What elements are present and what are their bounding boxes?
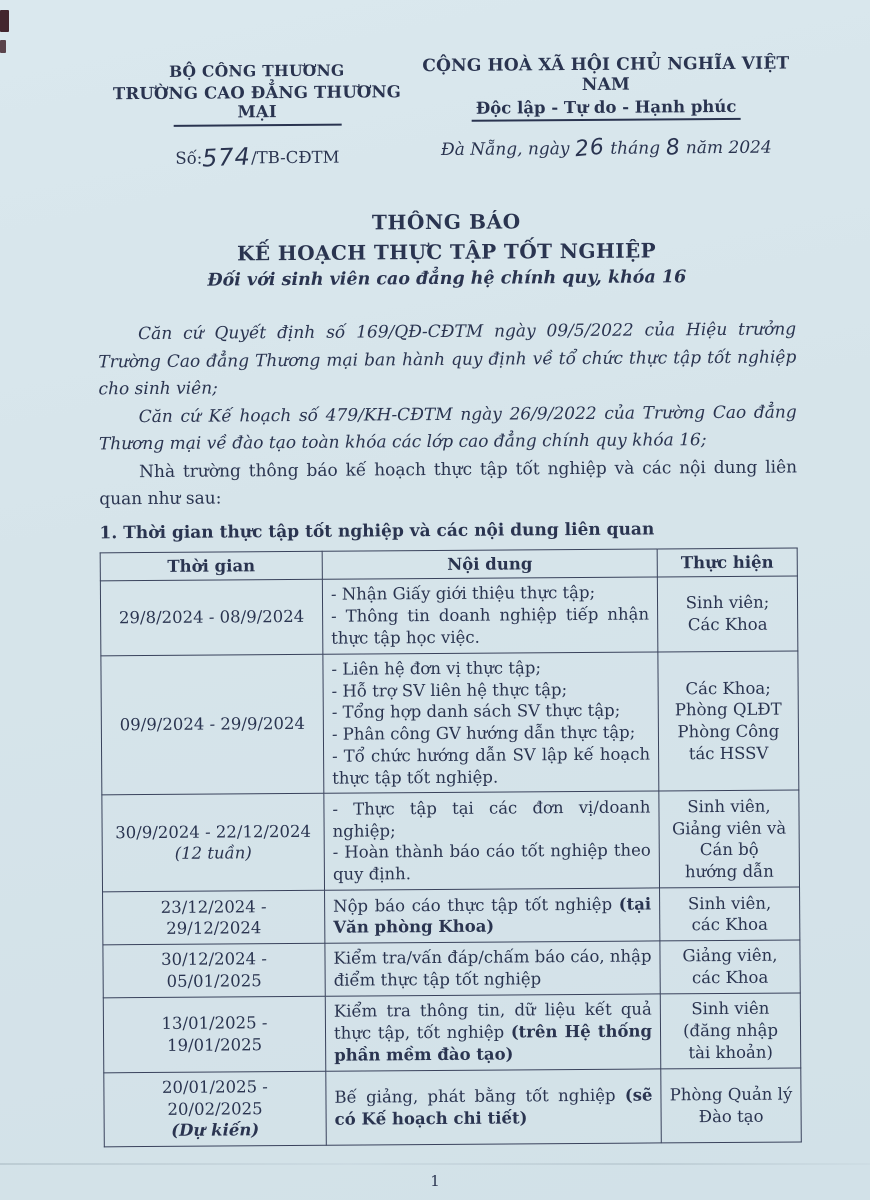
- executor-cell: Phòng Quản lý Đào tạo: [661, 1068, 802, 1143]
- table-row: [102, 790, 800, 892]
- content-bold-part: (tại Văn phòng Khoa): [333, 894, 652, 938]
- ministry-name: BỘ CÔNG THƯƠNG: [169, 60, 345, 81]
- executor-cell: Sinh viên (đăng nhập tài khoản): [660, 993, 801, 1069]
- table-row: [100, 576, 798, 655]
- date-day-handwritten: 26: [573, 134, 607, 163]
- executor-cell: Giảng viên, các Khoa: [660, 940, 800, 994]
- time-cell: 20/01/2025 - 20/02/2025 (Dự kiến): [104, 1071, 327, 1147]
- time-cell: 30/12/2024 - 05/01/2025: [103, 944, 325, 998]
- content-cell: Kiểm tra/vấn đáp/chấm báo cáo, nhập điểm thực tập tốt nghiệp: [325, 941, 660, 996]
- column-header-content: Nội dung: [322, 549, 657, 580]
- content-cell: Nộp báo cáo thực tập tốt nghiệp (tại Văn phòng Khoa): [325, 888, 660, 943]
- content-bold-part: (trên Hệ thống phần mềm đào tạo): [334, 1021, 653, 1065]
- place-and-date: [418, 134, 795, 163]
- time-cell: 29/8/2024 - 08/9/2024: [100, 580, 323, 656]
- document-title: [97, 207, 796, 291]
- time-note: (12 tuần): [174, 843, 252, 864]
- legal-basis-paragraph: Căn cứ Kế hoạch số 479/KH-CĐTM ngày 26/9/2022 của Trường Cao đẳng Thương mại về đào tạo toàn khóa các lớp cao đẳng chính quy khóa 16;: [98, 402, 797, 455]
- content-cell: Kiểm tra thông tin, dữ liệu kết quả thực tập, tốt nghiệp (trên Hệ thống phần mềm đào tạo): [325, 994, 661, 1071]
- content-cell: - Thực tập tại các đơn vị/doanh nghiệp; - Hoàn thành báo cáo tốt nghiệp theo quy định.: [324, 791, 660, 890]
- doc-number-prefix: Số:: [175, 148, 203, 168]
- issuing-org-block: [96, 56, 418, 173]
- executor-cell: Sinh viên, Giảng viên và Cán bộ hướng dẫn: [659, 790, 800, 888]
- time-cell: 09/9/2024 - 29/9/2024: [101, 654, 324, 795]
- date-prefix: Đà Nẵng, ngày: [440, 139, 570, 160]
- table-row: [103, 887, 800, 945]
- table-row: [104, 1068, 802, 1147]
- table-row: [101, 651, 799, 795]
- column-header-executor: Thực hiện: [657, 548, 797, 578]
- section-1-heading: 1. Thời gian thực tập tốt nghiệp và các nội dung liên quan: [99, 519, 655, 544]
- table-row: [103, 993, 801, 1073]
- national-motto-block: [417, 53, 795, 166]
- school-underline: [173, 124, 341, 127]
- doc-number-suffix: /TB-CĐTM: [251, 147, 340, 168]
- national-motto: Độc lập - Tự do - Hạnh phúc: [472, 97, 741, 122]
- time-note: (Dự kiến): [171, 1120, 260, 1141]
- title-line3: Đối với sinh viên cao đẳng hệ chính quy, khóa 16: [207, 267, 687, 291]
- title-line2: KẾ HOẠCH THỰC TẬP TỐT NGHIỆP: [237, 238, 657, 266]
- executor-cell: Sinh viên; Các Khoa: [657, 576, 798, 651]
- content-bold-part: (sẽ có Kế hoạch chi tiết): [334, 1085, 653, 1129]
- document-body: [98, 316, 798, 543]
- title-line1: THÔNG BÁO: [371, 209, 521, 235]
- document-number: [97, 142, 418, 173]
- executor-cell: Các Khoa; Phòng QLĐT Phòng Công tác HSSV: [658, 651, 799, 792]
- content-cell: Bế giảng, phát bằng tốt nghiệp (sẽ có Kế hoạch chi tiết): [326, 1069, 662, 1146]
- executor-cell: Sinh viên, các Khoa: [660, 887, 800, 941]
- doc-number-handwritten: 574: [201, 142, 252, 173]
- document-header: [96, 53, 795, 173]
- time-cell: 13/01/2025 - 19/01/2025: [103, 996, 326, 1073]
- time-cell: 23/12/2024 - 29/12/2024: [103, 891, 325, 946]
- content-cell: - Nhận Giấy giới thiệu thực tập; - Thông tin doanh nghiệp tiếp nhận thực tập học việc.: [322, 577, 658, 654]
- date-suffix: năm 2024: [685, 137, 772, 159]
- table-row: [103, 940, 800, 997]
- date-month-handwritten: 8: [664, 134, 682, 161]
- legal-basis-paragraph: Căn cứ Quyết định số 169/QĐ-CĐTM ngày 09/5/2022 của Hiệu trưởng Trường Cao đẳng Thương mại ban hành quy định về tổ chức thực tập tốt nghiệp cho sinh viên;: [98, 319, 797, 400]
- announcement-paragraph: Nhà trường thông báo kế hoạch thực tập tốt nghiệp và các nội dung liên quan như sau:: [99, 457, 798, 510]
- column-header-time: Thời gian: [100, 551, 322, 581]
- country-name: CỘNG HOÀ XÃ HỘI CHỦ NGHĨA VIỆT NAM: [422, 53, 790, 95]
- content-cell: - Liên hệ đơn vị thực tập; - Hỗ trợ SV liên hệ thực tập; - Tổng hợp danh sách SV thực tập; - Phân công GV hướng dẫn thực tập; - Tổ chức hướng dẫn SV lập kế hoạch thực tập tốt nghiệp.: [323, 652, 659, 794]
- school-name: TRƯỜNG CAO ĐẲNG THƯƠNG MẠI: [112, 82, 402, 122]
- internship-schedule-table: [100, 547, 802, 1147]
- page-number: 1: [430, 1172, 440, 1190]
- time-cell: 30/9/2024 - 22/12/2024 (12 tuần): [102, 794, 325, 893]
- date-mid: tháng: [610, 138, 661, 159]
